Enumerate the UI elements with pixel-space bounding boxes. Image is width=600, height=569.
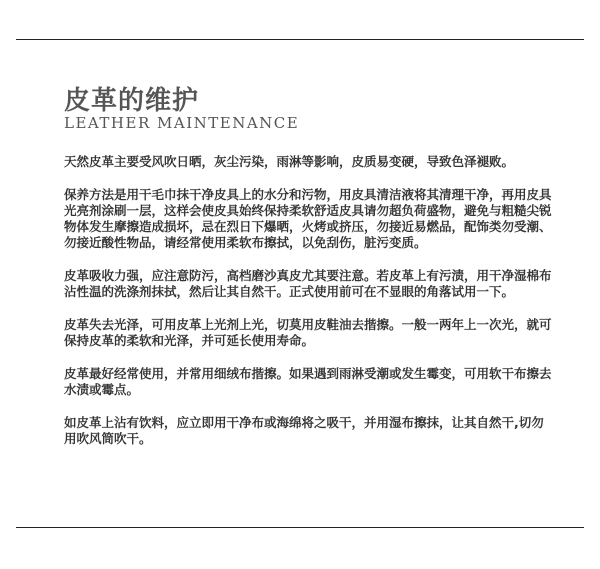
bottom-divider xyxy=(16,527,584,528)
paragraph-5: 皮革最好经常使用，并常用细绒布揩擦。如果遇到雨淋受潮或发生霉变，可用软干布擦去水渍或霉点。 xyxy=(64,366,552,397)
page-title: 皮革的维护 xyxy=(64,86,200,116)
paragraph-6: 如皮革上沾有饮料，应立即用干净布或海绵将之吸干，并用湿布擦抹，让其自然干,切勿用吹风筒吹干。 xyxy=(64,415,544,446)
paragraph-1: 天然皮革主要受风吹日晒，灰尘污染，雨淋等影响，皮质易变硬，导致色泽褪败。 xyxy=(64,154,515,169)
paragraph-3: 皮革吸收力强，应注意防污，高档磨沙真皮尤其要注意。若皮革上有污渍，用干净湿棉布沾性温的洗涤剂抹拭，然后让其自然干。正式使用前可在不显眼的角落试用一下。 xyxy=(64,268,552,299)
body-text xyxy=(64,154,554,464)
top-divider xyxy=(16,39,584,40)
page-subtitle: LEATHER MAINTENANCE xyxy=(64,114,300,132)
paragraph-2: 保养方法是用干毛巾抹干净皮具上的水分和污物，用皮具清洁液将其清理干净，再用皮具光亮剂涂刷一层，这样会使皮具始终保持柔软舒适皮具请勿超负荷盛物，避免与粗糙尖锐物体发生摩擦造成损坏，忌在烈日下爆晒，火烤或挤压，勿接近易燃品，配饰类勿受潮、勿接近酸性物品，请经常使用柔软布擦拭，以免刮伤，脏污变质。 xyxy=(64,187,552,250)
paragraph-4: 皮革失去光泽，可用皮革上光剂上光，切莫用皮鞋油去揩擦。一般一两年上一次光，就可保持皮革的柔软和光泽，并可延长使用寿命。 xyxy=(64,317,552,348)
